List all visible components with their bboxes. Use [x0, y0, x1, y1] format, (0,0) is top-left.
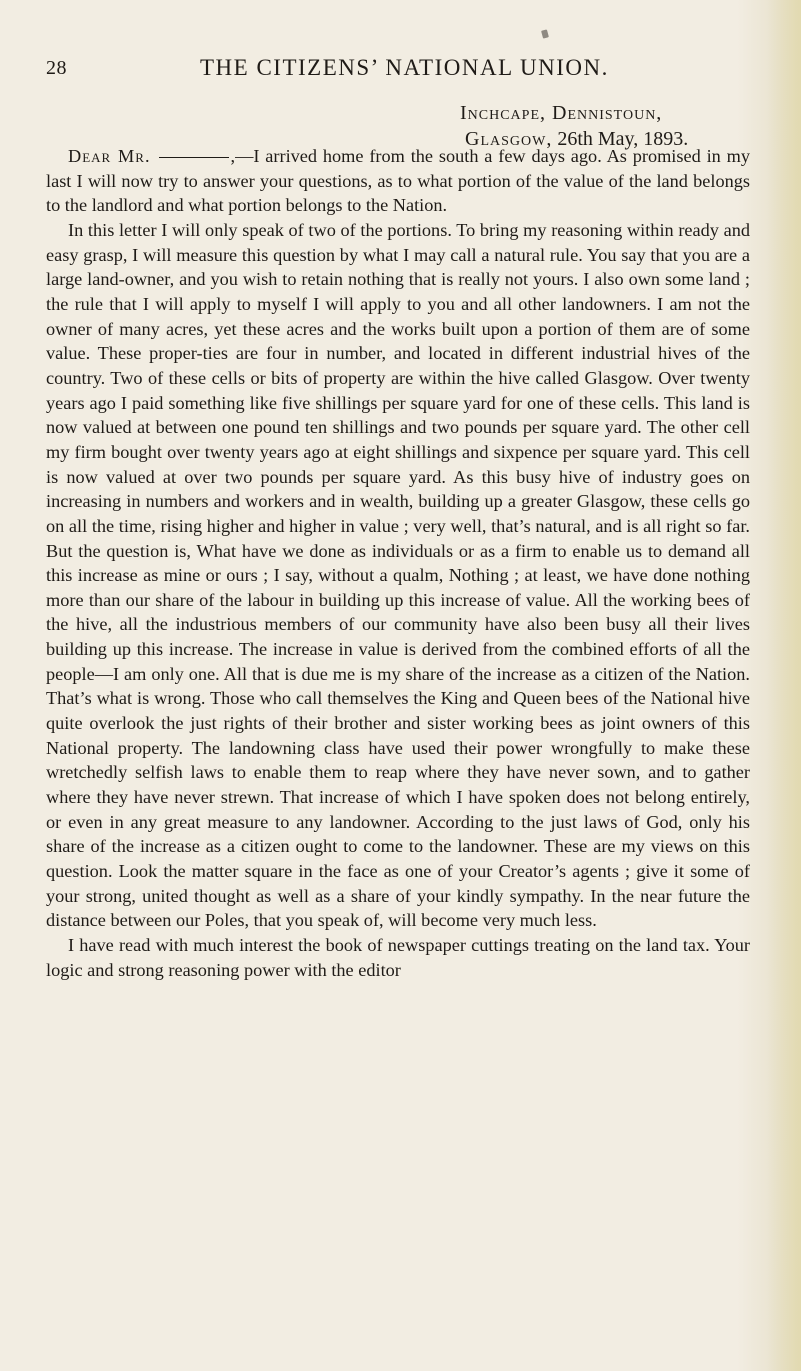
- address-line-1: Inchcape, Dennistoun,: [460, 102, 663, 124]
- page-edge-shading: [767, 0, 801, 1371]
- paragraph-3: I have read with much interest the book of newspaper cuttings treating on the land tax. Your logic and strong reasoning power with the editor: [46, 935, 750, 980]
- letter-date: 26th May, 1893.: [557, 128, 689, 150]
- ink-speck: [541, 29, 549, 38]
- name-blank-rule: [159, 157, 229, 158]
- running-title: THE CITIZENS’ NATIONAL UNION.: [200, 55, 609, 80]
- page-header: [0, 55, 801, 85]
- address-place: Glasgow,: [465, 128, 553, 150]
- paragraph-2: In this letter I will only speak of two of the portions. To bring my reasoning within ready and easy grasp, I will measure this question by what I may call a natural rule. You say that you are a large land-owner, and you wish to retain nothing that is really not yours. I also own some land ; the rule that I will apply to myself I will apply to you and all other landowners. I am not the owner of many acres, yet these acres and the works built upon a portion of them are of some value. These proper-ties are four in number, and located in different industrial hives of the country. Two of these cells or bits of property are within the hive called Glasgow. Over twenty years ago I paid something like five shillings per square yard for one of these cells. This land is now valued at between one pound ten shillings and two pounds per square yard. The other cell my firm bought over twenty years ago at eight shillings and sixpence per square yard. This cell is now valued at over two pounds per square yard. As this busy hive of industry goes on increasing in numbers and workers and in wealth, building up a greater Glasgow, these cells go on all the time, rising higher and higher in value ; very well, that’s natural, and is all right so far. But the question is, What have we done as individuals or as a firm to enable us to demand all this increase as mine or ours ; I say, without a qualm, Nothing ; at least, we have done nothing more than our share of the labour in building up this increase of value. All the working bees of the hive, all the industrious members of our community have also been busy all their lives building up this increase. The increase in value is derived from the combined efforts of all the people—I am only one. All that is due me is my share of the increase as a citizen of the Nation. That’s what is wrong. Those who call themselves the King and Queen bees of the National hive quite overlook the just rights of their brother and sister working bees as joint owners of this National property. The landowning class have used their power wrongfully to make these wretchedly selfish laws to enable them to reap where they have never sown, and to gather where they have never strewn. That increase of which I have spoken does not belong entirely, or even in any great measure to any landowner. According to the just laws of God, only his share of the increase as a citizen ought to come to the landowner. These are my views on this question. Look the matter square in the face as one of your Creator’s agents ; give it some of your strong, united thought as well as a share of your kindly sympathy. In the near future the distance between our Poles, that you speak of, will become very much less.: [46, 219, 750, 931]
- letter-body: [46, 144, 750, 982]
- opening-paragraph: [46, 144, 750, 218]
- salutation: Dear Mr.: [68, 146, 151, 166]
- opening-text: ,—I arrived home from the south a few days ago. As promised in my last I will now try to answer your questions, as to what portion of the value of the land belongs to the landlord and what portion belongs to the Nation.: [46, 146, 750, 216]
- page-number: 28: [46, 57, 67, 79]
